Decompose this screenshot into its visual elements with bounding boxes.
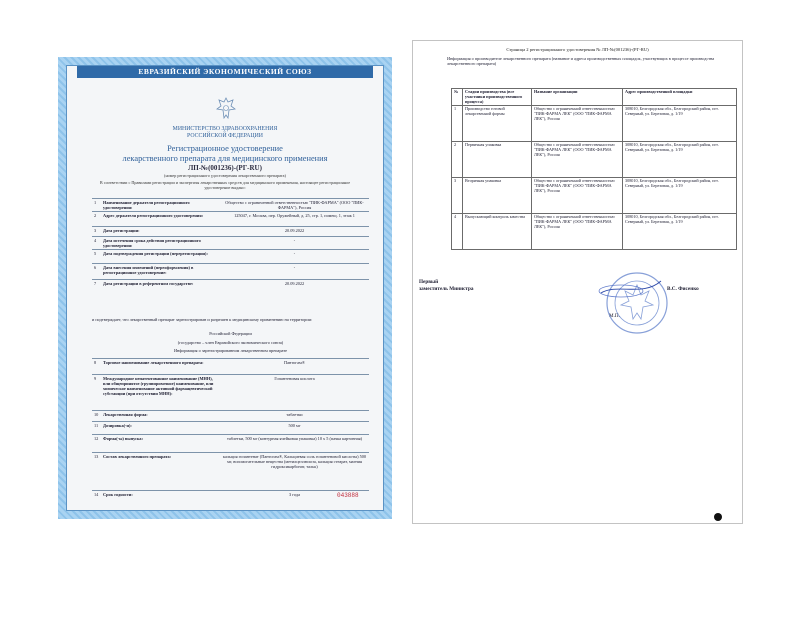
row-number: 4 bbox=[94, 238, 97, 243]
cell-address: 308010, Белгородская обл., Белгородский район, пгт. Северный, ул. Березовая, д. 1/19 bbox=[623, 142, 737, 178]
drug-info-heading: Информация о зарегистрированном лекарственном препарате bbox=[173, 348, 288, 353]
cell-address: 308010, Белгородская обл., Белгородский район, пгт. Северный, ул. Березовая, д. 1/19 bbox=[623, 214, 737, 250]
row-value: 20.09.2022 bbox=[284, 228, 305, 233]
row-value: Пантогам® bbox=[284, 360, 305, 365]
info-row bbox=[92, 374, 369, 411]
row-number: 10 bbox=[94, 412, 99, 417]
cell-number: 1 bbox=[452, 106, 463, 142]
territory-name: Российской Федерации bbox=[209, 331, 252, 336]
ministry-line-2: РОССИЙСКОЙ ФЕДЕРАЦИИ bbox=[187, 133, 263, 139]
drug-info-table bbox=[92, 358, 369, 510]
row-number: 2 bbox=[94, 213, 97, 218]
row-label: Состав лекарственного препарата: bbox=[103, 454, 172, 459]
row-label: Торговое наименование лекарственного препарата: bbox=[103, 360, 204, 365]
serial-number: 043888 bbox=[337, 492, 359, 499]
cell-stage: Производство готовой лекарственной формы bbox=[463, 106, 532, 142]
signer-title-2: заместитель Министра bbox=[419, 286, 474, 292]
cell-organization: Общество с ограниченной ответственностью "ПИК-ФАРМА ЛЕК" (ООО "ПИК-ФАРМА ЛЕК"), Россия bbox=[532, 178, 623, 214]
info-row bbox=[92, 421, 369, 435]
page-2-header: Страница 2 регистрационного удостоверения № ЛП-№(001236)-(РГ-RU) bbox=[506, 47, 649, 52]
row-number: 3 bbox=[94, 228, 97, 233]
number-caption: (номер регистрационного удостоверения лекарственного препарата) bbox=[164, 173, 286, 178]
row-number: 7 bbox=[94, 281, 97, 286]
info-row bbox=[92, 236, 369, 250]
row-value: кальция гопантенат (Пантогам®, Кальциевая соль гопантеновой кислоты) 500 мг, вспомогательные вещества (метилцеллюлоза, кальция стеарат, магния гидроксикарбонат, тальк) bbox=[222, 454, 367, 469]
intro-text: В соответствии с Правилами регистрации и экспертизы лекарственных средств для медицинского применения, настоящее регистрационное удостоверение выдано: bbox=[99, 180, 351, 191]
signer-name: В.С. Фисенко bbox=[667, 286, 699, 292]
info-row bbox=[92, 249, 369, 264]
info-row bbox=[92, 211, 369, 227]
cell-number: 3 bbox=[452, 178, 463, 214]
row-value: - bbox=[293, 238, 296, 243]
cell-organization: Общество с ограниченной ответственностью "ПИК-ФАРМА ЛЕК" (ООО "ПИК-ФАРМА ЛЕК"), Россия bbox=[532, 106, 623, 142]
row-label: Дозировка(-и): bbox=[103, 423, 132, 428]
row-label: Дата внесения изменений (переоформления) в регистрационное удостоверение: bbox=[103, 265, 194, 275]
row-label: Дата регистрации в референтном государстве: bbox=[103, 281, 194, 286]
row-label: Срок годности: bbox=[103, 492, 133, 497]
row-value: таблетки, 500 мг (контурная ячейковая упаковка) 10 x 5 (пачка картонная) bbox=[226, 436, 363, 441]
cell-number: 2 bbox=[452, 142, 463, 178]
row-value: 500 мг bbox=[288, 423, 301, 428]
holder-info-table bbox=[92, 198, 369, 316]
punch-hole bbox=[714, 513, 722, 521]
row-value: таблетки bbox=[286, 412, 303, 417]
row-number: 11 bbox=[94, 423, 99, 428]
col-header-organization: Название организации bbox=[532, 89, 623, 106]
certificate-title: Регистрационное удостоверение bbox=[167, 144, 283, 153]
row-number: 6 bbox=[94, 265, 97, 270]
table-row bbox=[452, 106, 737, 142]
official-seal-icon bbox=[597, 269, 671, 343]
certificate-body bbox=[66, 65, 384, 511]
row-number: 14 bbox=[94, 492, 99, 497]
row-number: 12 bbox=[94, 436, 99, 441]
row-number: 1 bbox=[94, 200, 97, 205]
certificate-subtitle: лекарственного препарата для медицинского применения bbox=[122, 154, 328, 163]
territory-caption: (государство – член Евразийского экономического союза) bbox=[177, 340, 284, 345]
certificate-page-2 bbox=[412, 40, 743, 524]
cell-number: 4 bbox=[452, 214, 463, 250]
info-row bbox=[92, 279, 369, 297]
manufacturer-table bbox=[451, 88, 737, 250]
table-row bbox=[452, 178, 737, 214]
col-header-stage: Стадии производства (все участники производственного процесса) bbox=[463, 89, 532, 106]
col-header-number: № bbox=[452, 89, 463, 106]
row-value: - bbox=[293, 265, 296, 270]
info-row bbox=[92, 434, 369, 453]
info-row bbox=[92, 198, 369, 212]
cell-address: 308010, Белгородская обл., Белгородский район, пгт. Северный, ул. Березовая, д. 1/19 bbox=[623, 106, 737, 142]
certificate-page bbox=[58, 57, 392, 519]
row-label: Лекарственная форма: bbox=[103, 412, 148, 417]
cell-stage: Первичная упаковка bbox=[463, 142, 532, 178]
eagle-emblem-icon bbox=[215, 96, 237, 120]
row-value: Гопантеновая кислота bbox=[274, 376, 315, 381]
row-label: Форма(-ы) выпуска: bbox=[103, 436, 143, 441]
info-row bbox=[92, 490, 369, 503]
col-header-address: Адрес производственной площадки bbox=[623, 89, 737, 106]
row-number: 8 bbox=[94, 360, 97, 365]
row-value: 20.09.2022 bbox=[284, 281, 305, 286]
row-label: Дата регистрации: bbox=[103, 228, 140, 233]
row-label: Дата подтверждения регистрации (перерегистрации): bbox=[103, 251, 208, 256]
row-label: Наименование держателя регистрационного удостоверения: bbox=[103, 200, 190, 210]
confirm-text: и подтверждает, что лекарственный препарат зарегистрирован и разрешен к медицинскому применению на территории: bbox=[92, 317, 313, 322]
table-row bbox=[452, 142, 737, 178]
info-row bbox=[92, 263, 369, 280]
row-value: Общество с ограниченной ответственностью "ПИК-ФАРМА" (ООО "ПИК-ФАРМА"), Россия bbox=[225, 200, 364, 210]
table-row bbox=[452, 214, 737, 250]
row-label: Адрес держателя регистрационного удостоверения: bbox=[103, 213, 204, 218]
ministry-line-1: МИНИСТЕРСТВО ЗДРАВООХРАНЕНИЯ bbox=[172, 126, 278, 132]
row-label: Дата истечения срока действия регистрационного удостоверения: bbox=[103, 238, 201, 248]
union-header: ЕВРАЗИЙСКИЙ ЭКОНОМИЧЕСКИЙ СОЮЗ bbox=[77, 66, 373, 78]
certificate-number: ЛП-№(001236)-(РГ-RU) bbox=[188, 164, 262, 172]
cell-address: 308010, Белгородская обл., Белгородский район, пгт. Северный, ул. Березовая, д. 1/19 bbox=[623, 178, 737, 214]
row-number: 5 bbox=[94, 251, 97, 256]
cell-organization: Общество с ограниченной ответственностью "ПИК-ФАРМА ЛЕК" (ООО "ПИК-ФАРМА ЛЕК"), Россия bbox=[532, 214, 623, 250]
row-value: 3 года bbox=[289, 492, 300, 497]
stamp-place-label: М.П. bbox=[609, 313, 620, 319]
row-number: 13 bbox=[94, 454, 99, 459]
row-value: - bbox=[293, 251, 296, 256]
cell-stage: Вторичная упаковка bbox=[463, 178, 532, 214]
info-row bbox=[92, 452, 369, 491]
row-number: 9 bbox=[94, 376, 97, 381]
info-row bbox=[92, 358, 369, 375]
row-value: 125047, г. Москва, пер. Оружейный, д. 25, стр. 1, помещ. 1, этаж 1 bbox=[234, 213, 355, 218]
cell-stage: Выпускающий контроль качества bbox=[463, 214, 532, 250]
manufacturer-info-heading: Информация о производителе лекарственного препарата (название и адреса производственных площадок, участвующих в процессе производства лекарственного препарата) bbox=[447, 56, 715, 67]
signer-title-1: Первый bbox=[419, 279, 439, 285]
row-label: Международное непатентованное наименование (МНН), или общепринятое (группировочное) наименование, или химическое наименование активной фармацевтической субстанции (при отсутствии МНН): bbox=[103, 376, 214, 396]
cell-organization: Общество с ограниченной ответственностью "ПИК-ФАРМА ЛЕК" (ООО "ПИК-ФАРМА ЛЕК"), Россия bbox=[532, 142, 623, 178]
